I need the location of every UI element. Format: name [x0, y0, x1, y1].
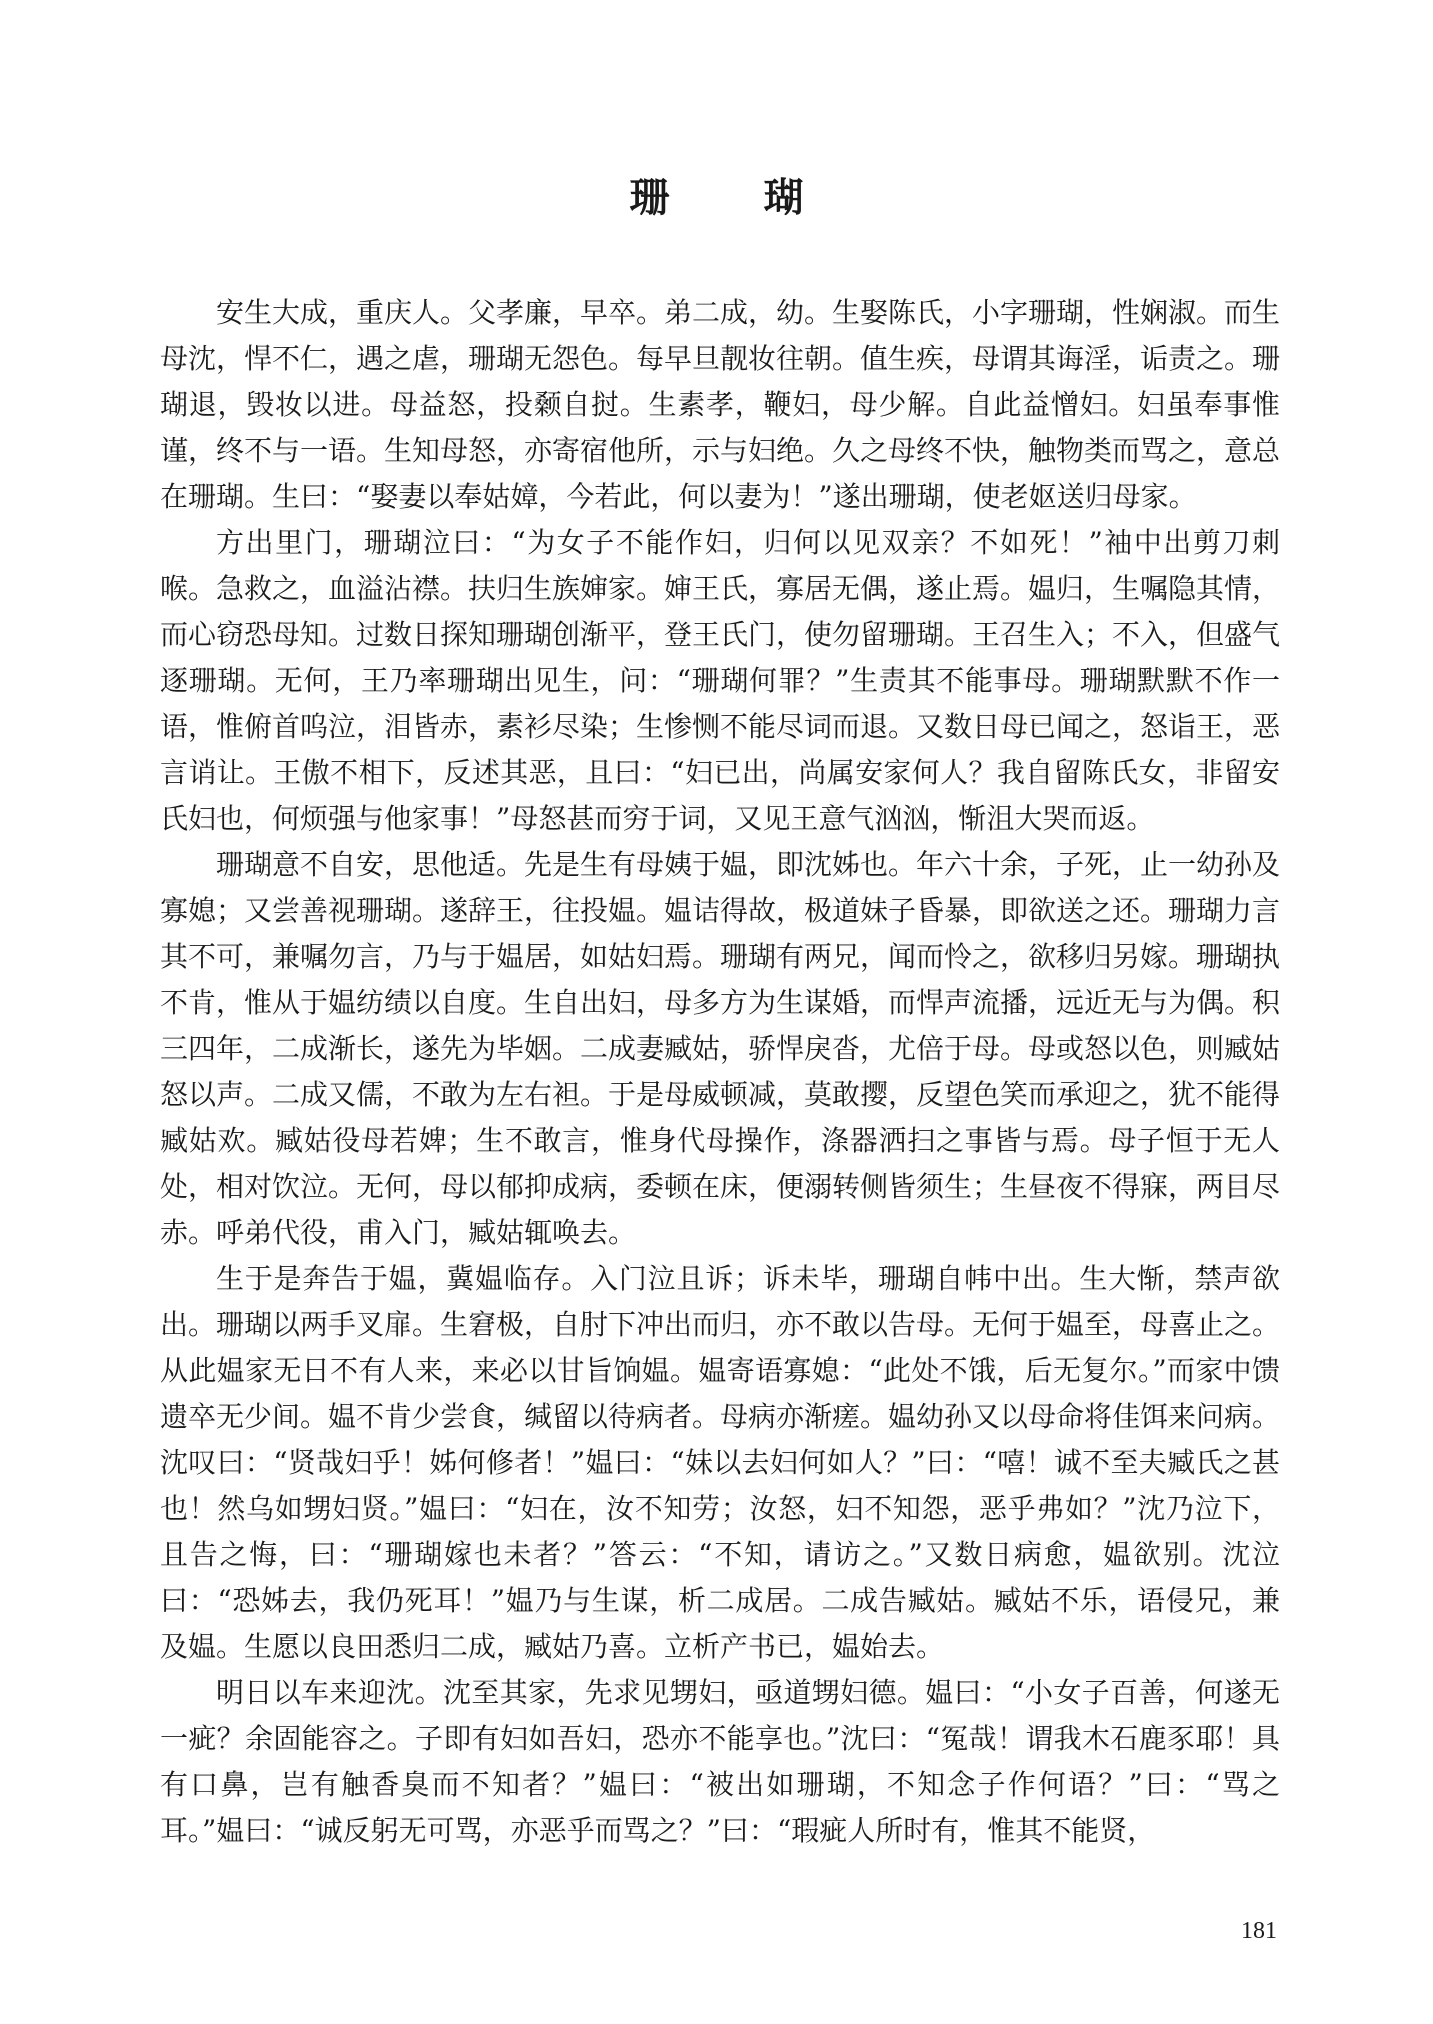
page-number: 181	[1241, 1918, 1277, 1944]
paragraph-4: 生于是奔告于媪，冀媪临存。入门泣且诉；诉未毕，珊瑚自帏中出。生大惭，禁声欲出。珊瑚以两手叉扉。生窘极，自肘下冲出而归，亦不敢以告母。无何于媪至，母喜止之。从此媪家无日不有人来，来必以甘旨饷媪。媪寄语寡媳：“此处不饿，后无复尔。”而家中馈遗卒无少间。媪不肯少尝食，缄留以待病者。母病亦渐瘥。媪幼孙又以母命将佳饵来问病。沈叹曰：“贤哉妇乎！姊何修者！”媪曰：“妹以去妇何如人？”曰：“嘻！诚不至夫臧氏之甚也！然乌如甥妇贤。”媪曰：“妇在，汝不知劳；汝怒，妇不知怨，恶乎弗如？”沈乃泣下，且告之悔，曰：“珊瑚嫁也未者？”答云：“不知，请访之。”又数日病愈，媪欲别。沈泣曰：“恐姊去，我仍死耳！”媪乃与生谋，析二成居。二成告臧姑。臧姑不乐，语侵兄，兼及媪。生愿以良田悉归二成，臧姑乃喜。立析产书已，媪始去。	[160, 1262, 1281, 1663]
paragraph-2: 方出里门，珊瑚泣曰：“为女子不能作妇，归何以见双亲？不如死！”袖中出剪刀刺喉。急救之，血溢沾襟。扶归生族婶家。婶王氏，寡居无偶，遂止焉。媪归，生嘱隐其情，而心窃恐母知。过数日探知珊瑚创渐平，登王氏门，使勿留珊瑚。王召生入；不入，但盛气逐珊瑚。无何，王乃率珊瑚出见生，问：“珊瑚何罪？”生责其不能事母。珊瑚默默不作一语，惟俯首呜泣，泪皆赤，素衫尽染；生惨恻不能尽词而退。又数日母已闻之，怒诣王，恶言诮让。王傲不相下，反述其恶，且曰：“妇已出，尚属安家何人？我自留陈氏女，非留安氏妇也，何烦强与他家事！”母怒甚而穷于词，又见王意气汹汹，惭沮大哭而返。	[160, 526, 1281, 835]
paragraph-5: 明日以车来迎沈。沈至其家，先求见甥妇，亟道甥妇德。媪曰：“小女子百善，何遂无一疵？余固能容之。子即有妇如吾妇，恐亦不能享也。”沈曰：“冤哉！谓我木石鹿豕耶！具有口鼻，岂有触香臭而不知者？”媪曰：“被出如珊瑚，不知念子作何语？”曰：“骂之耳。”媪曰：“诚反躬无可骂，亦恶乎而骂之？”曰：“瑕疵人所时有，惟其不能贤，	[160, 1676, 1280, 1847]
body-text	[160, 290, 1280, 1854]
paragraph-3: 珊瑚意不自安，思他适。先是生有母姨于媪，即沈姊也。年六十余，子死，止一幼孙及寡媳；又尝善视珊瑚。遂辞王，往投媪。媪诘得故，极道妹子昏暴，即欲送之还。珊瑚力言其不可，兼嘱勿言，乃与于媪居，如姑妇焉。珊瑚有两兄，闻而怜之，欲移归另嫁。珊瑚执不肯，惟从于媪纺绩以自度。生自出妇，母多方为生谋婚，而悍声流播，远近无与为偶。积三四年，二成渐长，遂先为毕姻。二成妻臧姑，骄悍戾沓，尤倍于母。母或怒以色，则臧姑怒以声。二成又儒，不敢为左右袒。于是母威顿减，莫敢撄，反望色笑而承迎之，犹不能得臧姑欢。臧姑役母若婢；生不敢言，惟身代母操作，涤器洒扫之事皆与焉。母子恒于无人处，相对饮泣。无何，母以郁抑成病，委顿在床，便溺转侧皆须生；生昼夜不得寐，两目尽赤。呼弟代役，甫入门，臧姑辄唤去。	[160, 848, 1281, 1249]
page-title: 珊 瑚	[629, 174, 844, 221]
paragraph-1: 安生大成，重庆人。父孝廉，早卒。弟二成，幼。生娶陈氏，小字珊瑚，性娴淑。而生母沈，悍不仁，遇之虐，珊瑚无怨色。每早旦靓妆往朝。值生疾，母谓其诲淫，诟责之。珊瑚退，毁妆以进。母益怒，投颡自挝。生素孝，鞭妇，母少解。自此益憎妇。妇虽奉事惟谨，终不与一语。生知母怒，亦寄宿他所，示与妇绝。久之母终不快，触物类而骂之，意总在珊瑚。生曰：“娶妻以奉姑嫜，今若此，何以妻为！”遂出珊瑚，使老妪送归母家。	[160, 296, 1281, 513]
